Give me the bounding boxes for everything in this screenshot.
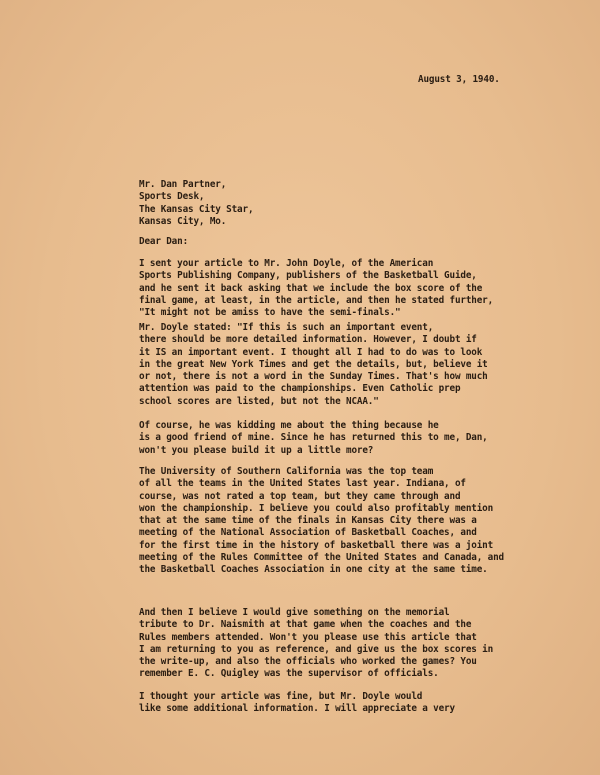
address-line: Kansas City, Mo. (139, 215, 227, 227)
text-line: tribute to Dr. Naismith at that game when the coaches and the (139, 619, 472, 631)
text-line: there should be more detailed information. However, I doubt if (139, 334, 477, 346)
text-line: for the first time in the history of basketball there was a joint (139, 539, 494, 551)
text-line: that at the same time of the finals in Kansas City there was a (139, 515, 477, 527)
text-line: final game, at least, in the article, and then he stated further, (139, 294, 494, 306)
text-line: meeting of the Rules Committee of the United States and Canada, and (139, 552, 504, 564)
address-line: The Kansas City Star, (139, 203, 254, 215)
text-line: Rules members attended. Won't you please use this article that (139, 631, 477, 643)
text-line: attention was paid to the championships. Even Catholic prep (139, 383, 461, 395)
text-line: school scores are listed, but not the NCAA." (139, 395, 379, 407)
text-line: won the championship. I believe you could also profitably mention (139, 502, 494, 514)
paragraph-5 (139, 607, 559, 681)
text-line: of all the teams in the United States last year. Indiana, of (139, 478, 466, 490)
recipient-address (139, 179, 253, 228)
text-line: in the great New York Times and get the details, but, believe it (139, 358, 488, 370)
paragraph-6 (139, 691, 559, 716)
paragraph-3 (139, 420, 559, 457)
text-line: Of course, he was kidding me about the thing because he (139, 420, 439, 431)
text-line: the Basketball Coaches Association in one city at the same time. (139, 564, 488, 576)
text-line: Mr. Doyle stated: "If this is such an important event, (139, 322, 434, 333)
paragraph-1 (139, 258, 559, 319)
text-line: I am returning to you as reference, and give us the box scores in (139, 643, 494, 655)
text-line: meeting of the National Association of Basketball Coaches, and (139, 527, 477, 539)
text-line: is a good friend of mine. Since he has returned this to me, Dan, (139, 432, 488, 444)
text-line: like some additional information. I will appreciate a very (139, 703, 455, 715)
text-line: remember E. C. Quigley was the supervisor of officials. (139, 668, 439, 680)
text-line: "It might not be amiss to have the semi-finals." (139, 307, 401, 319)
letter-date: August 3, 1940. (418, 74, 500, 85)
paragraph-4 (139, 466, 559, 577)
text-line: Sports Publishing Company, publishers of the Basketball Guide, (139, 270, 477, 282)
text-line: I thought your article was fine, but Mr. Doyle would (139, 691, 423, 702)
address-line: Sports Desk, (139, 191, 205, 203)
salutation: Dear Dan: (139, 236, 189, 247)
text-line: won't you please build it up a little more? (139, 444, 374, 456)
address-line: Mr. Dan Partner, (139, 179, 227, 190)
text-line: And then I believe I would give something on the memorial (139, 607, 450, 618)
text-line: or not, there is not a word in the Sunday Times. That's how much (139, 371, 488, 383)
text-line: and he sent it back asking that we include the box score of the (139, 282, 483, 294)
text-line: course, was not rated a top team, but they came through and (139, 490, 461, 502)
text-line: it IS an important event. I thought all I had to do was to look (139, 346, 483, 358)
paragraph-2 (139, 322, 559, 408)
text-line: The University of Southern California was the top team (139, 466, 434, 477)
text-line: the write-up, and also the officials who worked the games? You (139, 656, 477, 668)
text-line: I sent your article to Mr. John Doyle, of the American (139, 258, 434, 269)
